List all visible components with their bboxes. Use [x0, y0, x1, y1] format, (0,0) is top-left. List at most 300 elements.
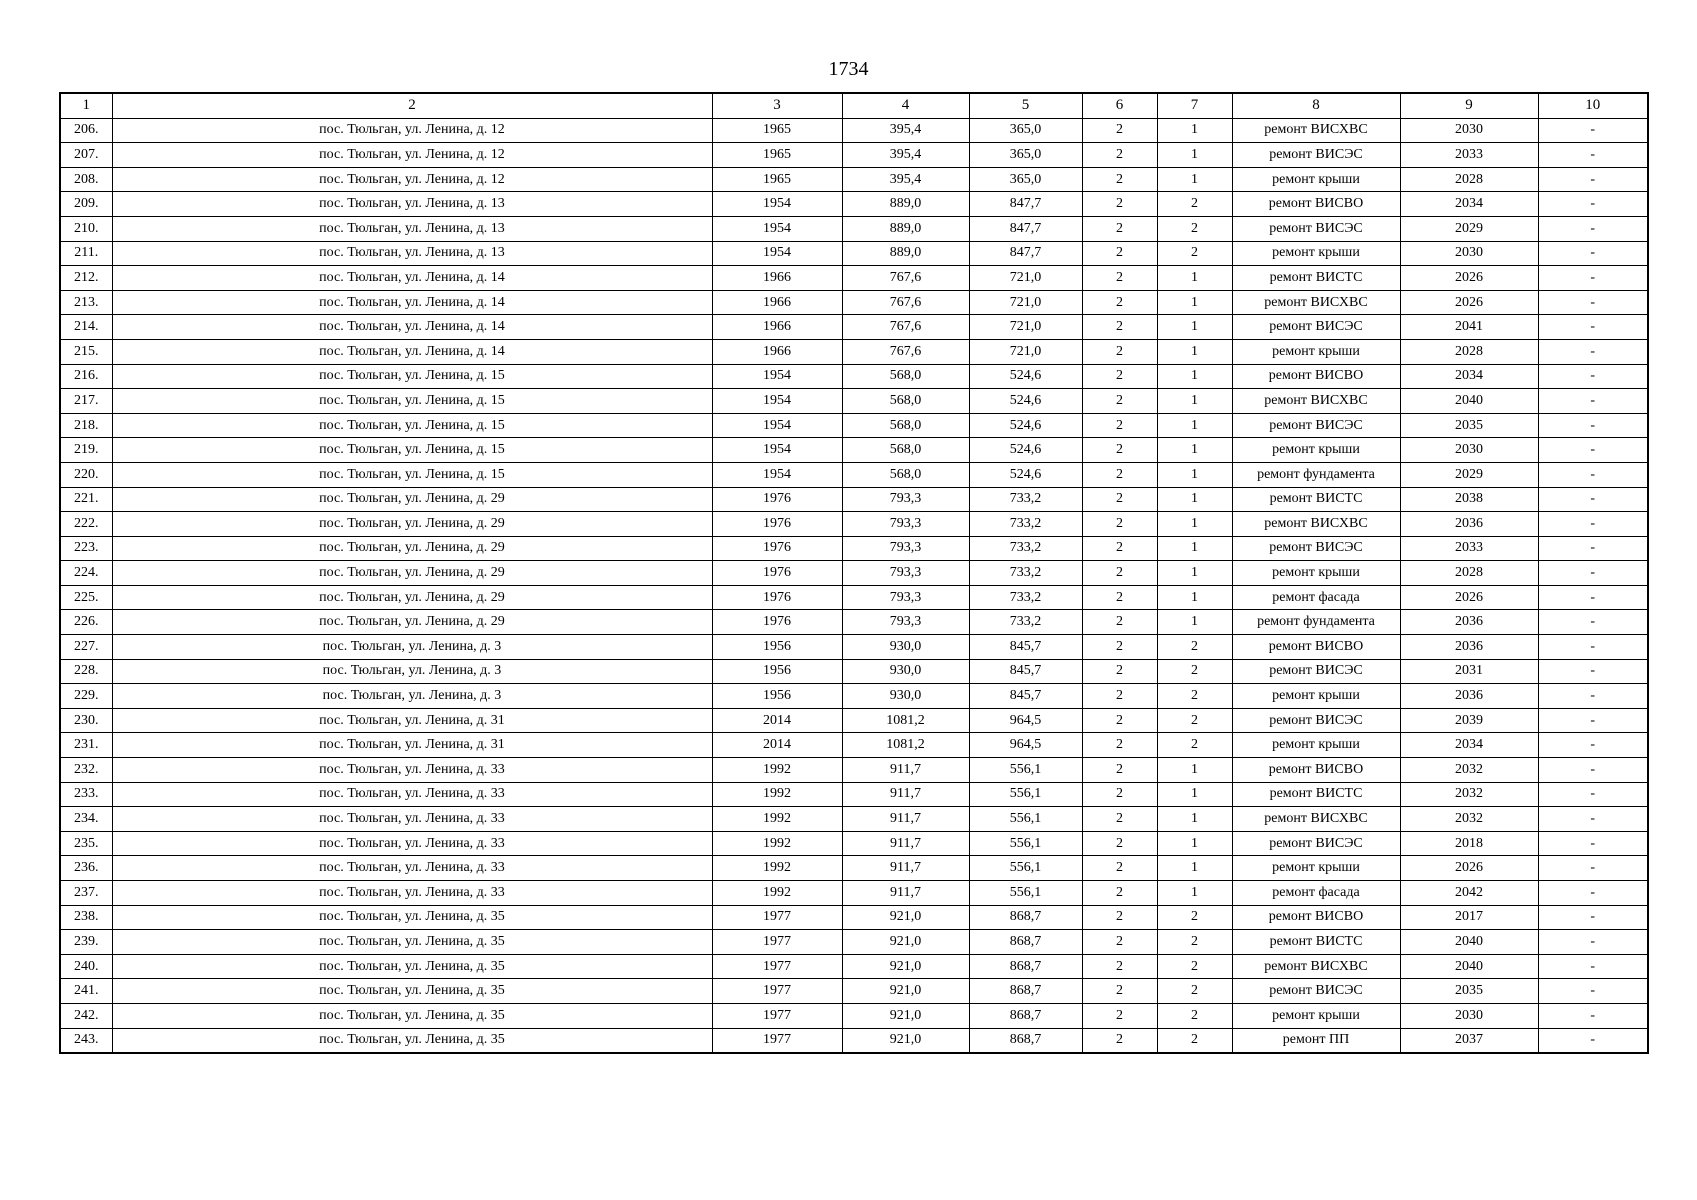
entrances-cell: 1	[1157, 339, 1232, 364]
planned-year-cell: 2026	[1400, 290, 1538, 315]
note-cell: -	[1538, 290, 1648, 315]
note-cell: -	[1538, 339, 1648, 364]
table-row	[60, 118, 1648, 143]
living-area-cell: 868,7	[969, 1028, 1082, 1053]
year-built-cell: 1965	[712, 118, 842, 143]
table-row	[60, 290, 1648, 315]
living-area-cell: 733,2	[969, 585, 1082, 610]
entrances-cell: 1	[1157, 389, 1232, 414]
address-cell: пос. Тюльган, ул. Ленина, д. 12	[112, 143, 712, 168]
entrances-cell: 2	[1157, 635, 1232, 660]
table-row	[60, 192, 1648, 217]
address-cell: пос. Тюльган, ул. Ленина, д. 35	[112, 1003, 712, 1028]
total-area-cell: 889,0	[842, 241, 969, 266]
row-number-cell: 223.	[60, 536, 112, 561]
planned-year-cell: 2032	[1400, 807, 1538, 832]
work-type-cell: ремонт крыши	[1232, 561, 1400, 586]
col-header-2: 2	[112, 93, 712, 118]
work-type-cell: ремонт ВИСТС	[1232, 266, 1400, 291]
work-type-cell: ремонт крыши	[1232, 339, 1400, 364]
address-cell: пос. Тюльган, ул. Ленина, д. 13	[112, 216, 712, 241]
living-area-cell: 868,7	[969, 954, 1082, 979]
table-row	[60, 930, 1648, 955]
total-area-cell: 793,3	[842, 512, 969, 537]
row-number-cell: 237.	[60, 881, 112, 906]
entrances-cell: 1	[1157, 585, 1232, 610]
year-built-cell: 1992	[712, 831, 842, 856]
total-area-cell: 921,0	[842, 1003, 969, 1028]
entrances-cell: 1	[1157, 315, 1232, 340]
work-type-cell: ремонт ВИСХВС	[1232, 954, 1400, 979]
row-number-cell: 234.	[60, 807, 112, 832]
floors-cell: 2	[1082, 364, 1157, 389]
living-area-cell: 556,1	[969, 856, 1082, 881]
living-area-cell: 733,2	[969, 561, 1082, 586]
total-area-cell: 930,0	[842, 635, 969, 660]
note-cell: -	[1538, 487, 1648, 512]
living-area-cell: 524,6	[969, 364, 1082, 389]
note-cell: -	[1538, 708, 1648, 733]
planned-year-cell: 2035	[1400, 413, 1538, 438]
note-cell: -	[1538, 1028, 1648, 1053]
year-built-cell: 1966	[712, 315, 842, 340]
entrances-cell: 2	[1157, 192, 1232, 217]
work-type-cell: ремонт ВИСВО	[1232, 758, 1400, 783]
table-row	[60, 536, 1648, 561]
row-number-cell: 239.	[60, 930, 112, 955]
total-area-cell: 767,6	[842, 266, 969, 291]
row-number-cell: 238.	[60, 905, 112, 930]
table-row	[60, 1003, 1648, 1028]
planned-year-cell: 2040	[1400, 930, 1538, 955]
table-row	[60, 684, 1648, 709]
work-type-cell: ремонт ВИСХВС	[1232, 290, 1400, 315]
row-number-cell: 221.	[60, 487, 112, 512]
planned-year-cell: 2037	[1400, 1028, 1538, 1053]
row-number-cell: 207.	[60, 143, 112, 168]
entrances-cell: 2	[1157, 954, 1232, 979]
col-header-10: 10	[1538, 93, 1648, 118]
table-row	[60, 635, 1648, 660]
address-cell: пос. Тюльган, ул. Ленина, д. 31	[112, 708, 712, 733]
year-built-cell: 1992	[712, 782, 842, 807]
total-area-cell: 921,0	[842, 979, 969, 1004]
planned-year-cell: 2031	[1400, 659, 1538, 684]
entrances-cell: 1	[1157, 856, 1232, 881]
living-area-cell: 524,6	[969, 462, 1082, 487]
row-number-cell: 220.	[60, 462, 112, 487]
address-cell: пос. Тюльган, ул. Ленина, д. 29	[112, 561, 712, 586]
total-area-cell: 921,0	[842, 905, 969, 930]
living-area-cell: 847,7	[969, 241, 1082, 266]
row-number-cell: 227.	[60, 635, 112, 660]
note-cell: -	[1538, 241, 1648, 266]
entrances-cell: 1	[1157, 807, 1232, 832]
total-area-cell: 911,7	[842, 758, 969, 783]
planned-year-cell: 2026	[1400, 266, 1538, 291]
col-header-1: 1	[60, 93, 112, 118]
year-built-cell: 1976	[712, 536, 842, 561]
table-row	[60, 585, 1648, 610]
living-area-cell: 845,7	[969, 635, 1082, 660]
note-cell: -	[1538, 192, 1648, 217]
year-built-cell: 1954	[712, 462, 842, 487]
planned-year-cell: 2034	[1400, 364, 1538, 389]
header-row	[60, 93, 1648, 118]
year-built-cell: 1954	[712, 413, 842, 438]
row-number-cell: 236.	[60, 856, 112, 881]
living-area-cell: 847,7	[969, 216, 1082, 241]
address-cell: пос. Тюльган, ул. Ленина, д. 35	[112, 979, 712, 1004]
work-type-cell: ремонт ВИСТС	[1232, 487, 1400, 512]
floors-cell: 2	[1082, 561, 1157, 586]
table-row	[60, 807, 1648, 832]
address-cell: пос. Тюльган, ул. Ленина, д. 29	[112, 487, 712, 512]
work-type-cell: ремонт ВИСЭС	[1232, 315, 1400, 340]
work-type-cell: ремонт ВИСВО	[1232, 364, 1400, 389]
address-cell: пос. Тюльган, ул. Ленина, д. 35	[112, 930, 712, 955]
living-area-cell: 556,1	[969, 807, 1082, 832]
address-cell: пос. Тюльган, ул. Ленина, д. 15	[112, 438, 712, 463]
planned-year-cell: 2034	[1400, 733, 1538, 758]
year-built-cell: 1954	[712, 438, 842, 463]
table-row	[60, 733, 1648, 758]
entrances-cell: 1	[1157, 167, 1232, 192]
planned-year-cell: 2029	[1400, 462, 1538, 487]
year-built-cell: 1976	[712, 512, 842, 537]
entrances-cell: 1	[1157, 487, 1232, 512]
floors-cell: 2	[1082, 339, 1157, 364]
address-cell: пос. Тюльган, ул. Ленина, д. 33	[112, 782, 712, 807]
floors-cell: 2	[1082, 930, 1157, 955]
planned-year-cell: 2033	[1400, 536, 1538, 561]
floors-cell: 2	[1082, 831, 1157, 856]
work-type-cell: ремонт ВИСХВС	[1232, 512, 1400, 537]
year-built-cell: 1965	[712, 143, 842, 168]
entrances-cell: 2	[1157, 708, 1232, 733]
address-cell: пос. Тюльган, ул. Ленина, д. 15	[112, 462, 712, 487]
work-type-cell: ремонт ВИСЭС	[1232, 979, 1400, 1004]
col-header-9: 9	[1400, 93, 1538, 118]
living-area-cell: 721,0	[969, 266, 1082, 291]
total-area-cell: 767,6	[842, 339, 969, 364]
living-area-cell: 733,2	[969, 536, 1082, 561]
entrances-cell: 2	[1157, 1028, 1232, 1053]
note-cell: -	[1538, 856, 1648, 881]
living-area-cell: 721,0	[969, 339, 1082, 364]
note-cell: -	[1538, 536, 1648, 561]
living-area-cell: 845,7	[969, 659, 1082, 684]
address-cell: пос. Тюльган, ул. Ленина, д. 13	[112, 241, 712, 266]
floors-cell: 2	[1082, 758, 1157, 783]
note-cell: -	[1538, 512, 1648, 537]
floors-cell: 2	[1082, 979, 1157, 1004]
year-built-cell: 1977	[712, 979, 842, 1004]
col-header-3: 3	[712, 93, 842, 118]
row-number-cell: 233.	[60, 782, 112, 807]
address-cell: пос. Тюльган, ул. Ленина, д. 33	[112, 807, 712, 832]
address-cell: пос. Тюльган, ул. Ленина, д. 33	[112, 881, 712, 906]
floors-cell: 2	[1082, 290, 1157, 315]
row-number-cell: 222.	[60, 512, 112, 537]
table-row	[60, 339, 1648, 364]
work-type-cell: ремонт ВИСЭС	[1232, 831, 1400, 856]
planned-year-cell: 2030	[1400, 241, 1538, 266]
table-row	[60, 241, 1648, 266]
living-area-cell: 556,1	[969, 831, 1082, 856]
work-type-cell: ремонт ВИСХВС	[1232, 389, 1400, 414]
row-number-cell: 229.	[60, 684, 112, 709]
address-cell: пос. Тюльган, ул. Ленина, д. 35	[112, 954, 712, 979]
note-cell: -	[1538, 389, 1648, 414]
total-area-cell: 568,0	[842, 389, 969, 414]
planned-year-cell: 2036	[1400, 512, 1538, 537]
entrances-cell: 2	[1157, 905, 1232, 930]
entrances-cell: 2	[1157, 684, 1232, 709]
row-number-cell: 228.	[60, 659, 112, 684]
living-area-cell: 868,7	[969, 1003, 1082, 1028]
address-cell: пос. Тюльган, ул. Ленина, д. 13	[112, 192, 712, 217]
floors-cell: 2	[1082, 192, 1157, 217]
planned-year-cell: 2032	[1400, 758, 1538, 783]
table-row	[60, 143, 1648, 168]
row-number-cell: 210.	[60, 216, 112, 241]
year-built-cell: 1954	[712, 241, 842, 266]
year-built-cell: 1954	[712, 216, 842, 241]
page-number: 1734	[828, 58, 869, 80]
col-header-7: 7	[1157, 93, 1232, 118]
row-number-cell: 212.	[60, 266, 112, 291]
table-row	[60, 708, 1648, 733]
floors-cell: 2	[1082, 782, 1157, 807]
planned-year-cell: 2041	[1400, 315, 1538, 340]
entrances-cell: 2	[1157, 1003, 1232, 1028]
row-number-cell: 209.	[60, 192, 112, 217]
table-row	[60, 315, 1648, 340]
floors-cell: 2	[1082, 143, 1157, 168]
entrances-cell: 1	[1157, 782, 1232, 807]
entrances-cell: 1	[1157, 536, 1232, 561]
living-area-cell: 964,5	[969, 708, 1082, 733]
living-area-cell: 524,6	[969, 413, 1082, 438]
table-row	[60, 659, 1648, 684]
year-built-cell: 1977	[712, 1003, 842, 1028]
address-cell: пос. Тюльган, ул. Ленина, д. 14	[112, 266, 712, 291]
floors-cell: 2	[1082, 635, 1157, 660]
living-area-cell: 556,1	[969, 758, 1082, 783]
work-type-cell: ремонт ВИСХВС	[1232, 807, 1400, 832]
floors-cell: 2	[1082, 487, 1157, 512]
year-built-cell: 1954	[712, 192, 842, 217]
floors-cell: 2	[1082, 684, 1157, 709]
floors-cell: 2	[1082, 536, 1157, 561]
year-built-cell: 1966	[712, 290, 842, 315]
floors-cell: 2	[1082, 266, 1157, 291]
note-cell: -	[1538, 315, 1648, 340]
total-area-cell: 911,7	[842, 782, 969, 807]
work-type-cell: ремонт ВИСЭС	[1232, 659, 1400, 684]
note-cell: -	[1538, 807, 1648, 832]
planned-year-cell: 2034	[1400, 192, 1538, 217]
total-area-cell: 568,0	[842, 364, 969, 389]
work-type-cell: ремонт ВИСХВС	[1232, 118, 1400, 143]
table-row	[60, 1028, 1648, 1053]
year-built-cell: 1976	[712, 610, 842, 635]
address-cell: пос. Тюльган, ул. Ленина, д. 15	[112, 413, 712, 438]
note-cell: -	[1538, 266, 1648, 291]
address-cell: пос. Тюльган, ул. Ленина, д. 12	[112, 118, 712, 143]
address-cell: пос. Тюльган, ул. Ленина, д. 29	[112, 536, 712, 561]
entrances-cell: 2	[1157, 733, 1232, 758]
floors-cell: 2	[1082, 512, 1157, 537]
row-number-cell: 231.	[60, 733, 112, 758]
living-area-cell: 556,1	[969, 881, 1082, 906]
total-area-cell: 911,7	[842, 807, 969, 832]
year-built-cell: 1954	[712, 364, 842, 389]
entrances-cell: 2	[1157, 979, 1232, 1004]
living-area-cell: 733,2	[969, 512, 1082, 537]
planned-year-cell: 2029	[1400, 216, 1538, 241]
total-area-cell: 1081,2	[842, 733, 969, 758]
planned-year-cell: 2030	[1400, 1003, 1538, 1028]
living-area-cell: 733,2	[969, 610, 1082, 635]
table-row	[60, 979, 1648, 1004]
note-cell: -	[1538, 979, 1648, 1004]
note-cell: -	[1538, 167, 1648, 192]
table-row	[60, 954, 1648, 979]
living-area-cell: 868,7	[969, 930, 1082, 955]
work-type-cell: ремонт крыши	[1232, 684, 1400, 709]
floors-cell: 2	[1082, 610, 1157, 635]
entrances-cell: 1	[1157, 758, 1232, 783]
entrances-cell: 1	[1157, 610, 1232, 635]
year-built-cell: 1966	[712, 266, 842, 291]
living-area-cell: 365,0	[969, 143, 1082, 168]
entrances-cell: 1	[1157, 462, 1232, 487]
living-area-cell: 845,7	[969, 684, 1082, 709]
year-built-cell: 1976	[712, 585, 842, 610]
living-area-cell: 964,5	[969, 733, 1082, 758]
table-row	[60, 364, 1648, 389]
planned-year-cell: 2018	[1400, 831, 1538, 856]
row-number-cell: 226.	[60, 610, 112, 635]
year-built-cell: 1976	[712, 487, 842, 512]
total-area-cell: 395,4	[842, 143, 969, 168]
planned-year-cell: 2039	[1400, 708, 1538, 733]
work-type-cell: ремонт ВИСВО	[1232, 635, 1400, 660]
address-cell: пос. Тюльган, ул. Ленина, д. 15	[112, 364, 712, 389]
row-number-cell: 232.	[60, 758, 112, 783]
row-number-cell: 216.	[60, 364, 112, 389]
work-type-cell: ремонт крыши	[1232, 1003, 1400, 1028]
entrances-cell: 1	[1157, 512, 1232, 537]
floors-cell: 2	[1082, 954, 1157, 979]
note-cell: -	[1538, 758, 1648, 783]
address-cell: пос. Тюльган, ул. Ленина, д. 29	[112, 585, 712, 610]
total-area-cell: 930,0	[842, 659, 969, 684]
work-type-cell: ремонт ВИСВО	[1232, 905, 1400, 930]
entrances-cell: 2	[1157, 930, 1232, 955]
row-number-cell: 213.	[60, 290, 112, 315]
floors-cell: 2	[1082, 733, 1157, 758]
work-type-cell: ремонт крыши	[1232, 733, 1400, 758]
row-number-cell: 241.	[60, 979, 112, 1004]
year-built-cell: 1956	[712, 635, 842, 660]
floors-cell: 2	[1082, 389, 1157, 414]
total-area-cell: 793,3	[842, 610, 969, 635]
row-number-cell: 235.	[60, 831, 112, 856]
year-built-cell: 1956	[712, 659, 842, 684]
work-type-cell: ремонт ВИСЭС	[1232, 216, 1400, 241]
total-area-cell: 793,3	[842, 585, 969, 610]
living-area-cell: 847,7	[969, 192, 1082, 217]
note-cell: -	[1538, 216, 1648, 241]
living-area-cell: 365,0	[969, 167, 1082, 192]
table-row	[60, 487, 1648, 512]
work-type-cell: ремонт ПП	[1232, 1028, 1400, 1053]
work-type-cell: ремонт фасада	[1232, 585, 1400, 610]
entrances-cell: 1	[1157, 364, 1232, 389]
table-row	[60, 167, 1648, 192]
entrances-cell: 1	[1157, 438, 1232, 463]
note-cell: -	[1538, 831, 1648, 856]
planned-year-cell: 2040	[1400, 954, 1538, 979]
row-number-cell: 219.	[60, 438, 112, 463]
year-built-cell: 1966	[712, 339, 842, 364]
work-type-cell: ремонт крыши	[1232, 241, 1400, 266]
floors-cell: 2	[1082, 1028, 1157, 1053]
total-area-cell: 911,7	[842, 831, 969, 856]
total-area-cell: 921,0	[842, 1028, 969, 1053]
planned-year-cell: 2042	[1400, 881, 1538, 906]
table-row	[60, 782, 1648, 807]
total-area-cell: 1081,2	[842, 708, 969, 733]
year-built-cell: 1977	[712, 1028, 842, 1053]
total-area-cell: 911,7	[842, 881, 969, 906]
floors-cell: 2	[1082, 438, 1157, 463]
work-type-cell: ремонт фундамента	[1232, 610, 1400, 635]
address-cell: пос. Тюльган, ул. Ленина, д. 14	[112, 315, 712, 340]
note-cell: -	[1538, 635, 1648, 660]
note-cell: -	[1538, 733, 1648, 758]
row-number-cell: 240.	[60, 954, 112, 979]
planned-year-cell: 2036	[1400, 684, 1538, 709]
table-row	[60, 413, 1648, 438]
floors-cell: 2	[1082, 216, 1157, 241]
living-area-cell: 524,6	[969, 438, 1082, 463]
planned-year-cell: 2028	[1400, 561, 1538, 586]
work-type-cell: ремонт ВИСЭС	[1232, 708, 1400, 733]
living-area-cell: 524,6	[969, 389, 1082, 414]
row-number-cell: 243.	[60, 1028, 112, 1053]
table-row	[60, 438, 1648, 463]
note-cell: -	[1538, 364, 1648, 389]
col-header-6: 6	[1082, 93, 1157, 118]
floors-cell: 2	[1082, 708, 1157, 733]
note-cell: -	[1538, 143, 1648, 168]
year-built-cell: 1954	[712, 389, 842, 414]
entrances-cell: 1	[1157, 290, 1232, 315]
floors-cell: 2	[1082, 241, 1157, 266]
row-number-cell: 217.	[60, 389, 112, 414]
entrances-cell: 2	[1157, 659, 1232, 684]
planned-year-cell: 2036	[1400, 635, 1538, 660]
total-area-cell: 889,0	[842, 216, 969, 241]
work-type-cell: ремонт крыши	[1232, 438, 1400, 463]
address-cell: пос. Тюльган, ул. Ленина, д. 3	[112, 635, 712, 660]
living-area-cell: 365,0	[969, 118, 1082, 143]
note-cell: -	[1538, 930, 1648, 955]
